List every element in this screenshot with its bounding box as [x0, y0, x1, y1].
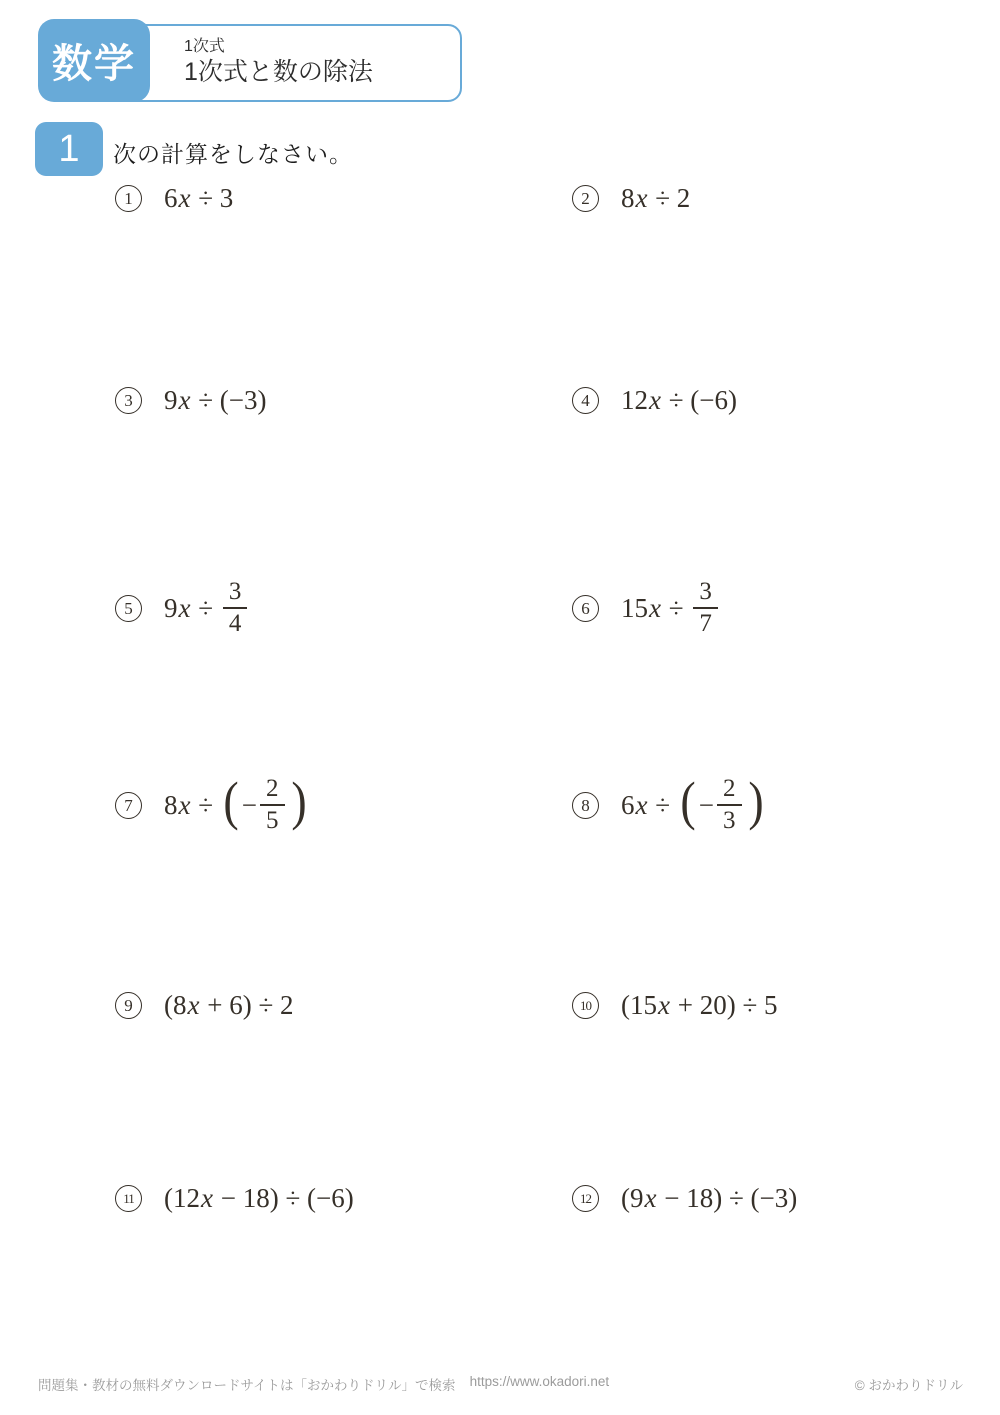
problem-expression: 9 x ÷ (−3)	[164, 384, 267, 415]
problem-number: 4	[572, 387, 599, 414]
problem-expression: (15 x + 20) ÷ 5	[621, 989, 778, 1020]
problem-expression: 6 x ÷ ( − $\frac{2}{3}$ )	[621, 771, 764, 834]
fraction	[223, 578, 248, 638]
big-paren: (	[223, 771, 239, 832]
fraction	[693, 578, 718, 638]
page-title: 1次式と数の除法	[184, 58, 373, 87]
problem-4	[572, 358, 737, 442]
problem-expression: 8 x ÷ 2	[621, 182, 691, 213]
footer-copyright: © おかわりドリル	[854, 1378, 963, 1393]
problem-number: 9	[115, 992, 142, 1019]
big-paren: (	[680, 771, 696, 832]
variable-x: x	[187, 989, 200, 1020]
variable-x: x	[201, 1182, 213, 1213]
variable-x: x	[649, 384, 661, 415]
problem-expression: 9 x ÷ $\frac{3}{4}$	[164, 578, 250, 638]
problem-11	[115, 1156, 354, 1240]
variable-x: x	[178, 592, 191, 623]
problem-10	[572, 963, 778, 1047]
problem-7	[115, 763, 310, 847]
problem-number: 3	[115, 387, 142, 414]
problem-3	[115, 358, 267, 442]
variable-x: x	[178, 384, 191, 415]
big-paren: )	[747, 771, 764, 832]
unit-label: 1次式	[184, 38, 225, 56]
variable-x: x	[658, 989, 670, 1020]
problem-number: 2	[572, 185, 599, 212]
problem-1	[115, 156, 233, 240]
problem-expression: (9 x − 18) ÷ (−3)	[621, 1182, 798, 1213]
footer-url: https://www.okadori.net	[469, 1374, 610, 1389]
subject-badge: 数学	[38, 19, 150, 102]
problem-5	[115, 566, 250, 650]
problem-2	[572, 156, 690, 240]
problem-number: 1	[115, 185, 142, 212]
problem-number: 12	[572, 1185, 599, 1212]
footer-description: 問題集・教材の無料ダウンロードサイトは「おかわりドリル」で検索	[38, 1378, 456, 1393]
fraction-numerator: 2	[717, 775, 742, 806]
problem-9	[115, 963, 294, 1047]
problem-number: 6	[572, 595, 599, 622]
problem-number: 7	[115, 792, 142, 819]
fraction-denominator: 4	[228, 610, 242, 637]
page-footer	[38, 1374, 963, 1394]
section-number-badge: 1	[35, 122, 103, 176]
fraction	[717, 775, 742, 835]
big-paren: )	[290, 771, 307, 832]
variable-x: x	[178, 789, 191, 820]
fraction-denominator: 7	[699, 610, 712, 637]
section-instruction: 次の計算をしなさい。	[113, 142, 353, 167]
problem-number: 10	[572, 992, 599, 1019]
problem-expression: 15 x ÷ $\frac{3}{7}$	[621, 578, 721, 638]
problem-6	[572, 566, 721, 650]
fraction-numerator: 3	[223, 578, 248, 609]
fraction-denominator: 5	[266, 807, 279, 834]
fraction-denominator: 3	[723, 807, 736, 834]
problem-expression: (12 x − 18) ÷ (−6)	[164, 1182, 354, 1213]
problem-expression: 6 x ÷ 3	[164, 182, 234, 213]
problem-expression: 12 x ÷ (−6)	[621, 384, 738, 415]
problem-expression: (8 x + 6) ÷ 2	[164, 989, 294, 1020]
fraction	[260, 775, 285, 835]
variable-x: x	[178, 182, 191, 213]
problem-12	[572, 1156, 797, 1240]
fraction-numerator: 2	[260, 775, 285, 806]
problem-number: 8	[572, 792, 599, 819]
fraction-numerator: 3	[693, 578, 718, 609]
problem-expression: 8 x ÷ ( − $\frac{2}{5}$ )	[164, 771, 307, 834]
problem-8	[572, 763, 767, 847]
variable-x: x	[635, 182, 648, 213]
problem-number: 5	[115, 595, 142, 622]
variable-x: x	[635, 789, 648, 820]
footer-left	[38, 1374, 609, 1394]
variable-x: x	[644, 1182, 657, 1213]
problem-number: 11	[115, 1185, 142, 1212]
variable-x: x	[649, 592, 661, 623]
